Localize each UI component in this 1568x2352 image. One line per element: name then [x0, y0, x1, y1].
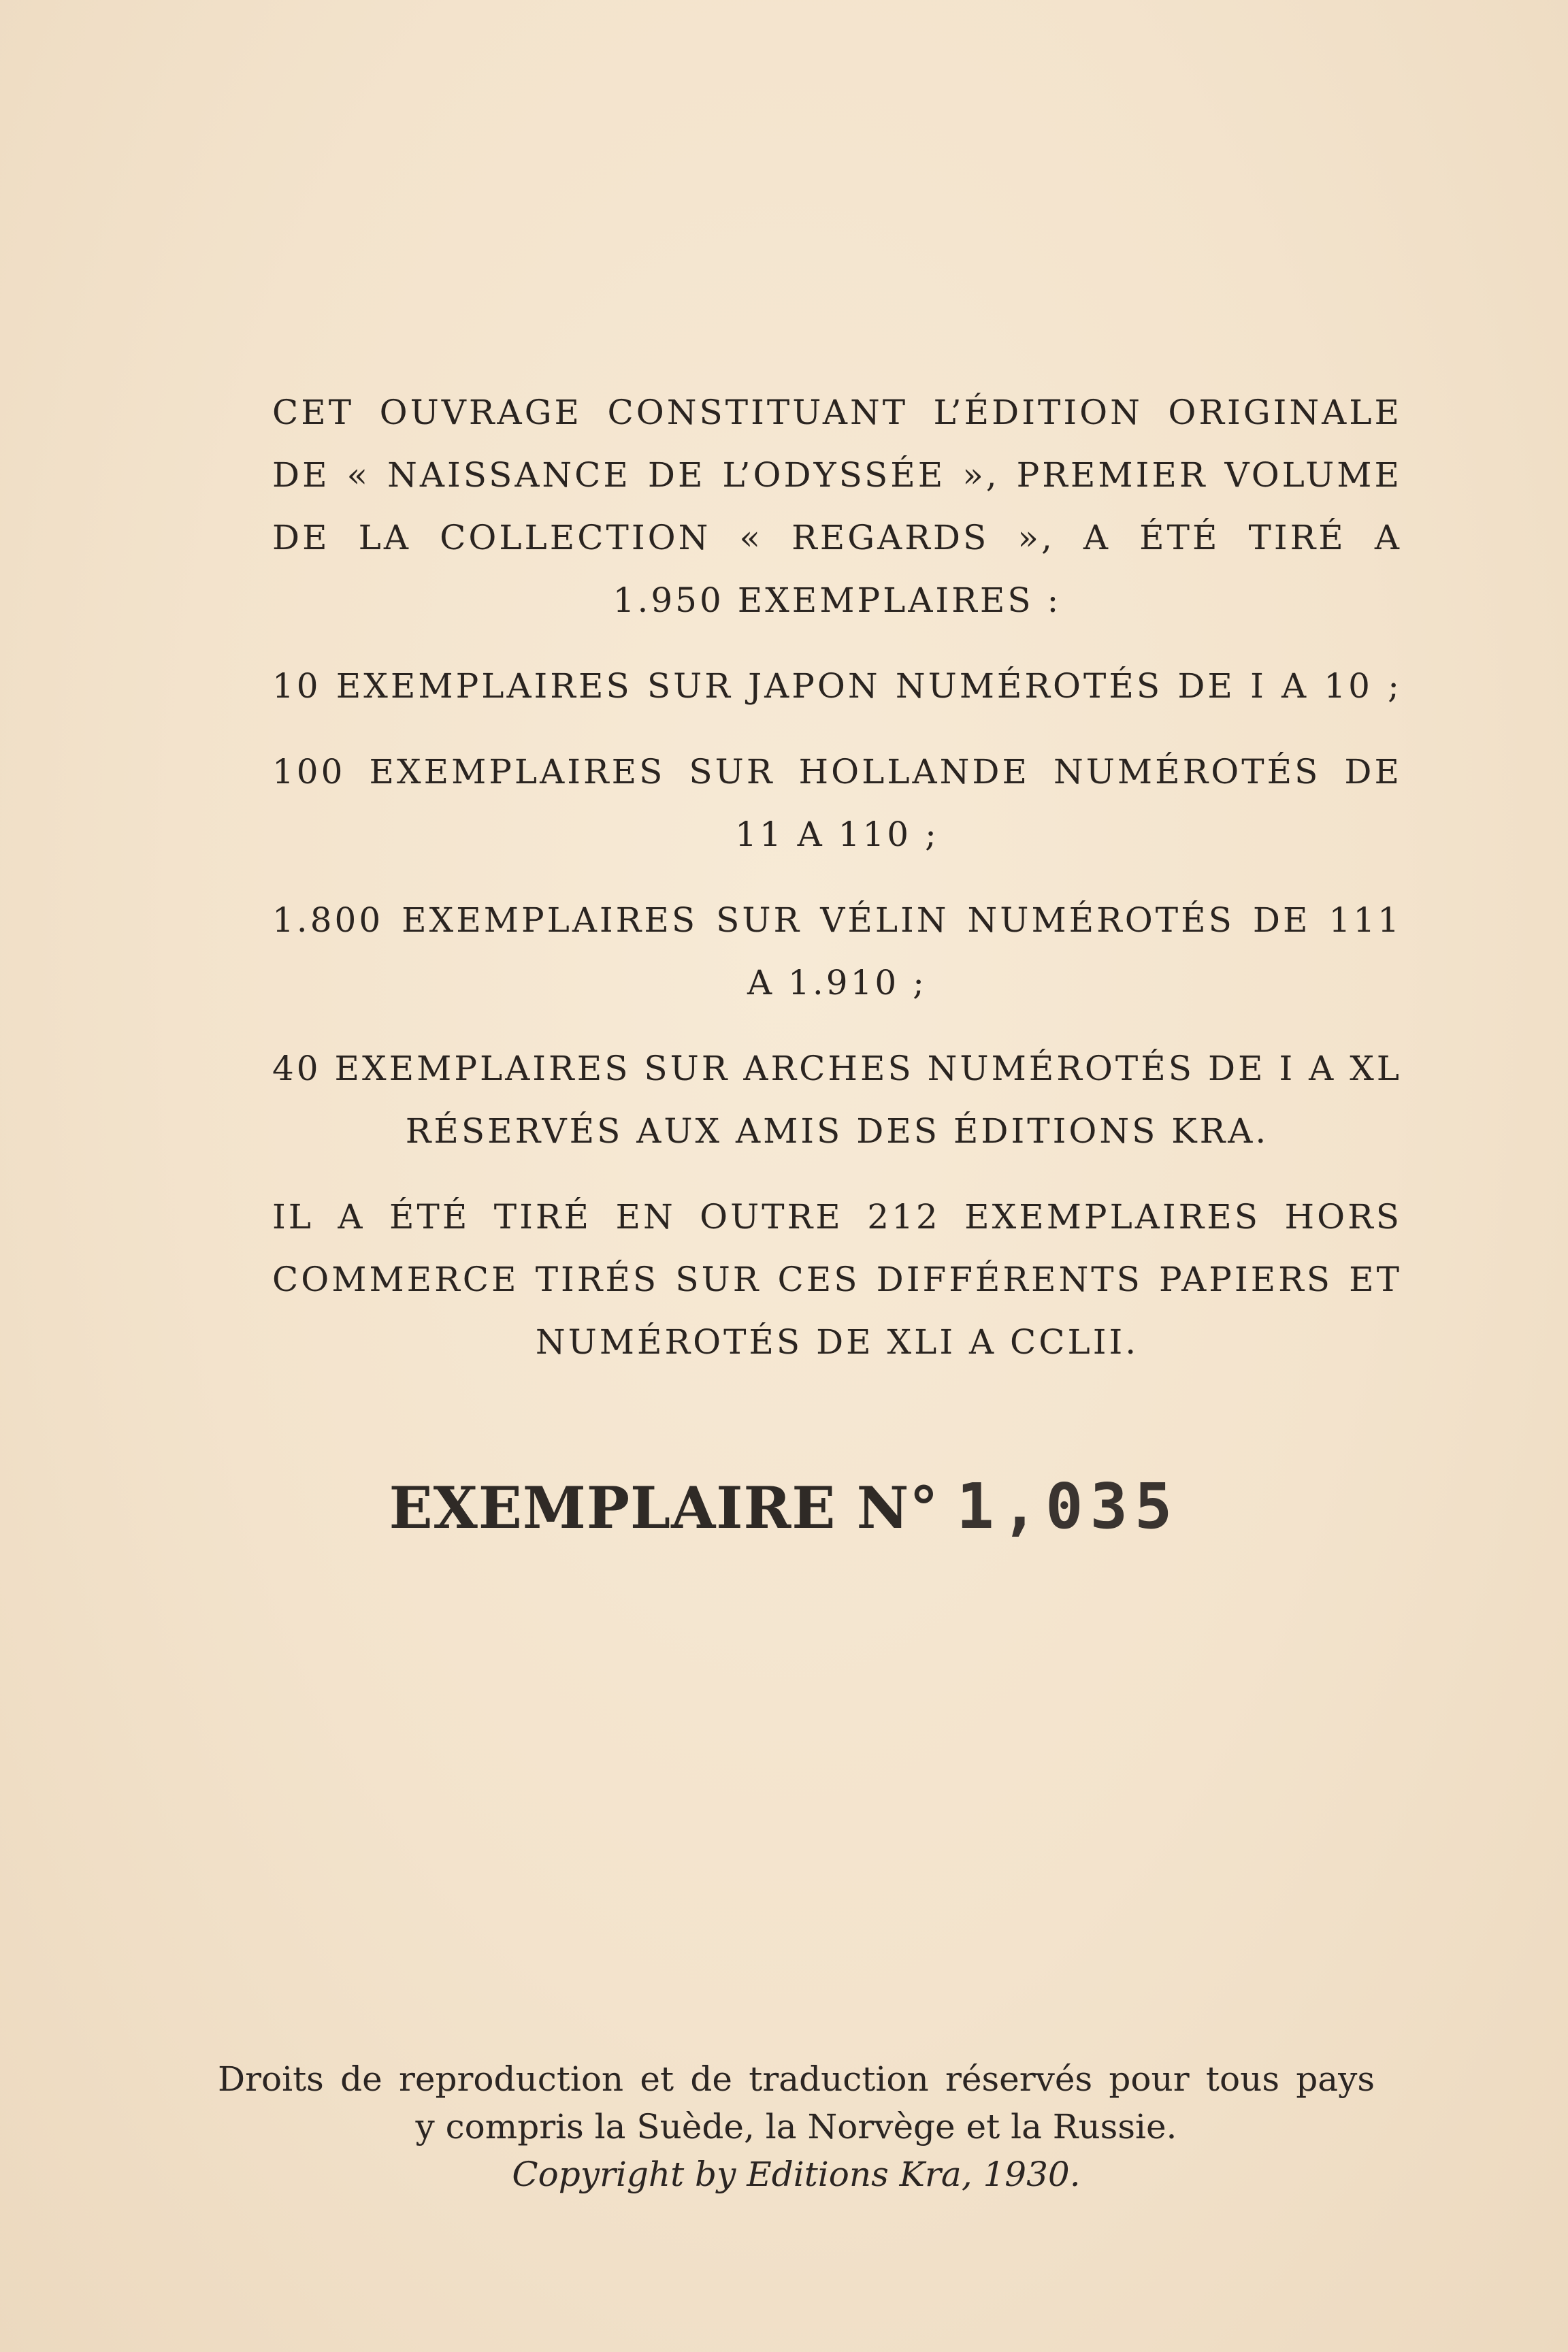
hors-commerce-paragraph	[272, 1186, 1402, 1373]
copyright-line: Copyright by Editions Kra, 1930.	[512, 2155, 1081, 2194]
text-line: DE « NAISSANCE DE L’ODYSSÉE », PREMIER VOLUME	[272, 455, 1402, 495]
text-line: 11 A 110 ;	[735, 815, 939, 854]
copy-number-line	[0, 1470, 1568, 1543]
copy-number-label: EXEMPLAIRE N°	[389, 1474, 939, 1541]
text-line: 40 EXEMPLAIRES SUR ARCHES NUMÉROTÉS DE I A XL	[272, 1049, 1402, 1088]
text-line: CET OUVRAGE CONSTITUANT L’ÉDITION ORIGINALE	[272, 393, 1402, 432]
text-line: 1.800 EXEMPLAIRES SUR VÉLIN NUMÉROTÉS DE 111	[272, 900, 1402, 940]
text-line: 100 EXEMPLAIRES SUR HOLLANDE NUMÉROTÉS DE	[272, 752, 1402, 791]
arches-copies-paragraph	[272, 1037, 1402, 1162]
hollande-copies-paragraph	[272, 740, 1402, 866]
rights-line: y compris la Suède, la Norvège et la Russie.	[415, 2107, 1177, 2146]
text-line: 10 EXEMPLAIRES SUR JAPON NUMÉROTÉS DE I A 10 ;	[272, 666, 1402, 706]
edition-statement-paragraph	[272, 381, 1402, 632]
rights-notice	[218, 2055, 1375, 2198]
justification-de-tirage	[272, 381, 1402, 1396]
japon-copies-paragraph	[272, 655, 1402, 717]
rights-line: Droits de reproduction et de traduction réservés pour tous pays	[218, 2059, 1375, 2099]
text-line: DE LA COLLECTION « REGARDS », A ÉTÉ TIRÉ A	[272, 518, 1402, 557]
text-line: A 1.910 ;	[747, 963, 927, 1002]
text-line: COMMERCE TIRÉS SUR CES DIFFÉRENTS PAPIERS ET	[272, 1260, 1402, 1299]
velin-copies-paragraph	[272, 889, 1402, 1014]
copy-number-value: 1,035	[956, 1470, 1179, 1543]
text-line: IL A ÉTÉ TIRÉ EN OUTRE 212 EXEMPLAIRES HORS	[272, 1197, 1402, 1237]
text-line: RÉSERVÉS AUX AMIS DES ÉDITIONS KRA.	[405, 1111, 1269, 1151]
text-line: NUMÉROTÉS DE XLI A CCLII.	[535, 1322, 1139, 1362]
text-line: 1.950 EXEMPLAIRES :	[612, 581, 1062, 620]
